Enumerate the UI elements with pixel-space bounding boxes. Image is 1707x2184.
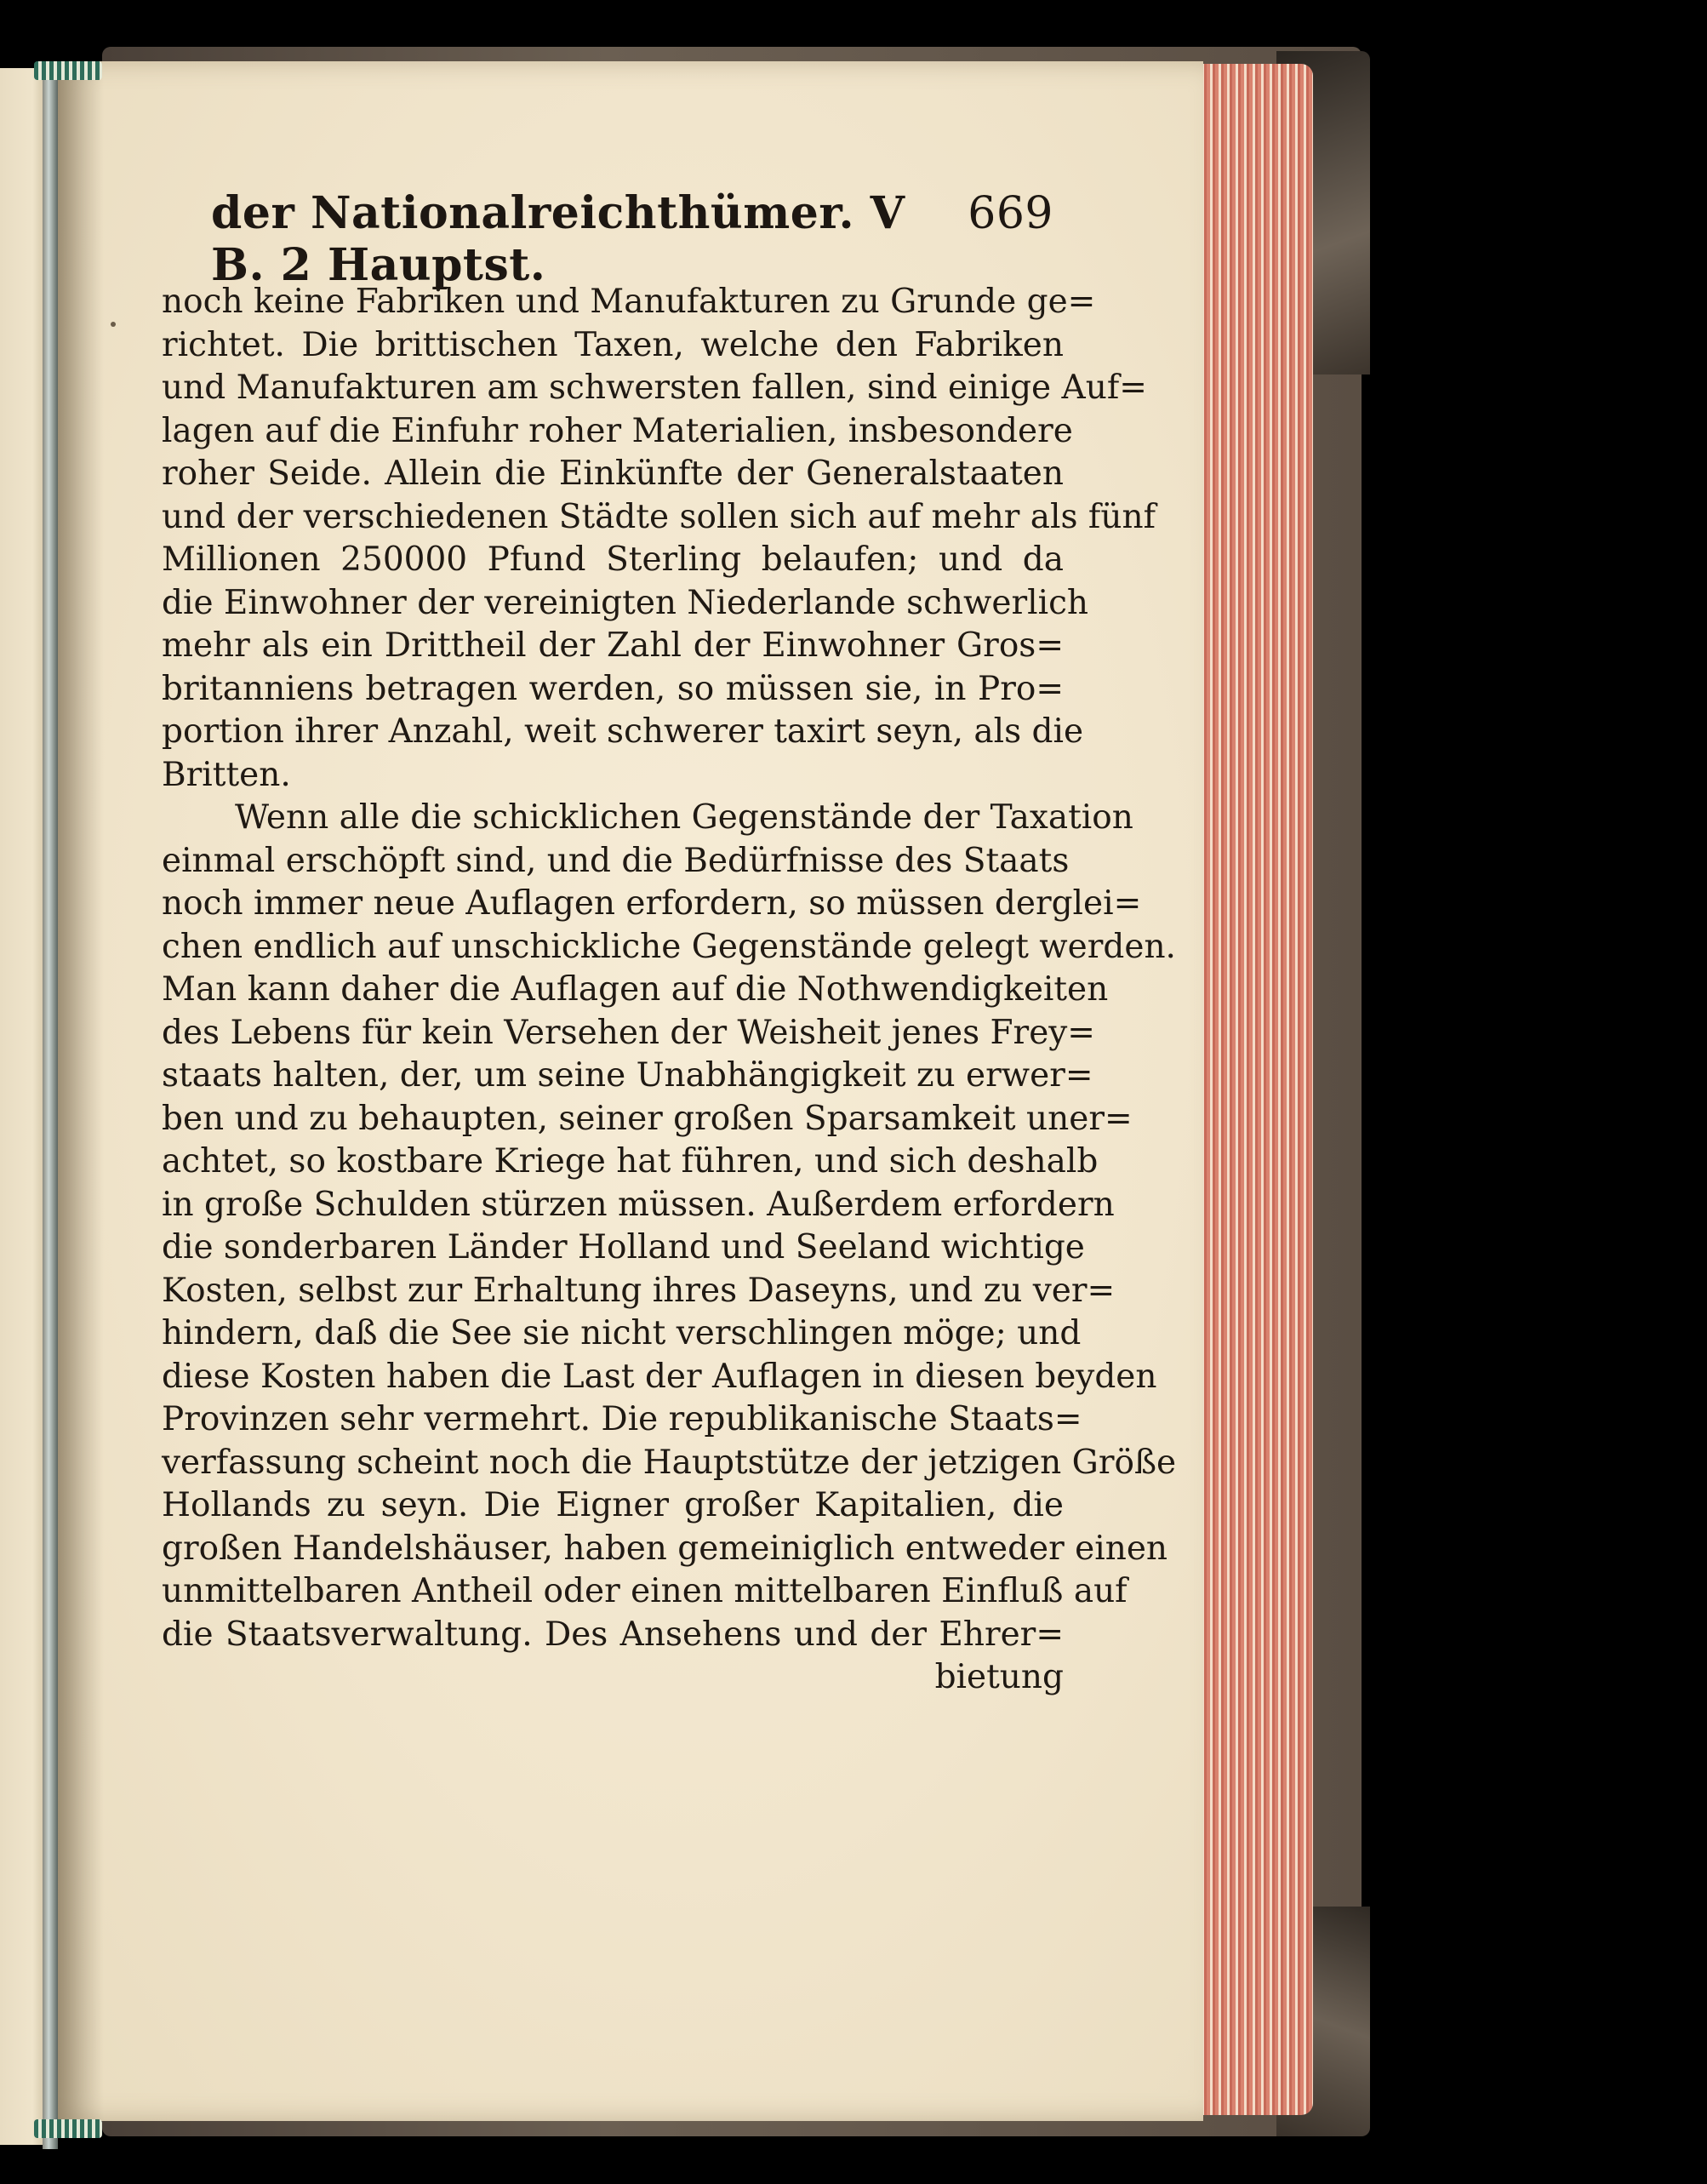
ink-spot <box>111 322 116 327</box>
text-line: hindern, daß die See sie nicht verschlingen möge; und <box>162 1314 1082 1352</box>
text-line: unmittelbaren Antheil oder einen mittelbaren Einfluß auf <box>162 1572 1128 1610</box>
text-line: Kosten, selbst zur Erhaltung ihres Daseyns, und zu ver= <box>162 1271 1116 1310</box>
text-line: chen endlich auf unschickliche Gegenstände gelegt werden. <box>162 927 1176 966</box>
text-line: einmal erschöpft sind, und die Bedürfnisse des Staats <box>162 841 1070 880</box>
text-line: und Manufakturen am schwersten fallen, sind einige Auf= <box>162 369 1147 407</box>
headband-top <box>34 61 102 80</box>
body-text <box>162 281 1177 1700</box>
gutter-shadow <box>53 61 104 2121</box>
running-head <box>211 187 1053 291</box>
left-page-edge <box>0 68 47 2145</box>
text-line: des Lebens für kein Versehen der Weisheit jenes Frey= <box>162 1013 1095 1052</box>
text-line: achtet, so kostbare Kriege hat führen, und sich deshalb <box>162 1142 1099 1181</box>
text-line: lagen auf die Einfuhr roher Materialien, insbesondere <box>162 411 1073 450</box>
text-line: in große Schulden stürzen müssen. Außerdem erfordern <box>162 1185 1115 1224</box>
paragraph-end-line: Britten. <box>162 755 291 794</box>
text-line: richtet. Die brittischen Taxen, welche den Fabriken <box>162 325 1064 364</box>
text-line: Millionen 250000 Pfund Sterling belaufen; und da <box>162 540 1064 579</box>
text-line: mehr als ein Drittheil der Zahl der Einwohner Gros= <box>162 626 1064 665</box>
text-line: die sonderbaren Länder Holland und Seeland wichtige <box>162 1228 1085 1266</box>
text-line: diese Kosten haben die Last der Auflagen in diesen beyden <box>162 1357 1157 1396</box>
headband-bottom <box>34 2119 102 2138</box>
text-line: portion ihrer Anzahl, weit schwerer taxirt seyn, als die <box>162 712 1084 751</box>
text-line: britanniens betragen werden, so müssen sie, in Pro= <box>162 669 1064 708</box>
paragraph-start-line: Wenn alle die schicklichen Gegenstände der Taxation <box>235 798 1133 837</box>
text-line: verfassung scheint noch die Hauptstütze der jetzigen Größe <box>162 1443 1177 1482</box>
text-line: noch keine Fabriken und Manufakturen zu Grunde ge= <box>162 283 1096 321</box>
text-line: und der verschiedenen Städte sollen sich auf mehr als fünf <box>162 497 1156 536</box>
page-edge-block <box>1198 64 1313 2115</box>
text-line: die Staatsverwaltung. Des Ansehens und der Ehrer= <box>162 1615 1064 1654</box>
catchword: bietung <box>934 1658 1064 1696</box>
text-line: ben und zu behaupten, seiner großen Sparsamkeit uner= <box>162 1099 1133 1138</box>
text-line: staats halten, der, um seine Unabhängigkeit zu erwer= <box>162 1056 1093 1095</box>
text-line: großen Handelshäuser, haben gemeiniglich entweder einen <box>162 1529 1168 1568</box>
running-head-title: der Nationalreichthümer. V B. 2 Hauptst. <box>211 187 905 291</box>
text-line: Hollands zu seyn. Die Eigner großer Kapitalien, die <box>162 1486 1064 1524</box>
text-line: Provinzen sehr vermehrt. Die republikanische Staats= <box>162 1400 1082 1438</box>
text-line: noch immer neue Auflagen erfordern, so müssen derglei= <box>162 884 1142 923</box>
text-line: roher Seide. Allein die Einkünfte der Generalstaaten <box>162 455 1064 493</box>
text-line: Man kann daher die Auflagen auf die Nothwendigkeiten <box>162 970 1109 1009</box>
book-spine <box>43 64 58 2149</box>
text-line: die Einwohner der vereinigten Niederlande schwerlich <box>162 583 1089 622</box>
page-number: 669 <box>968 188 1053 239</box>
